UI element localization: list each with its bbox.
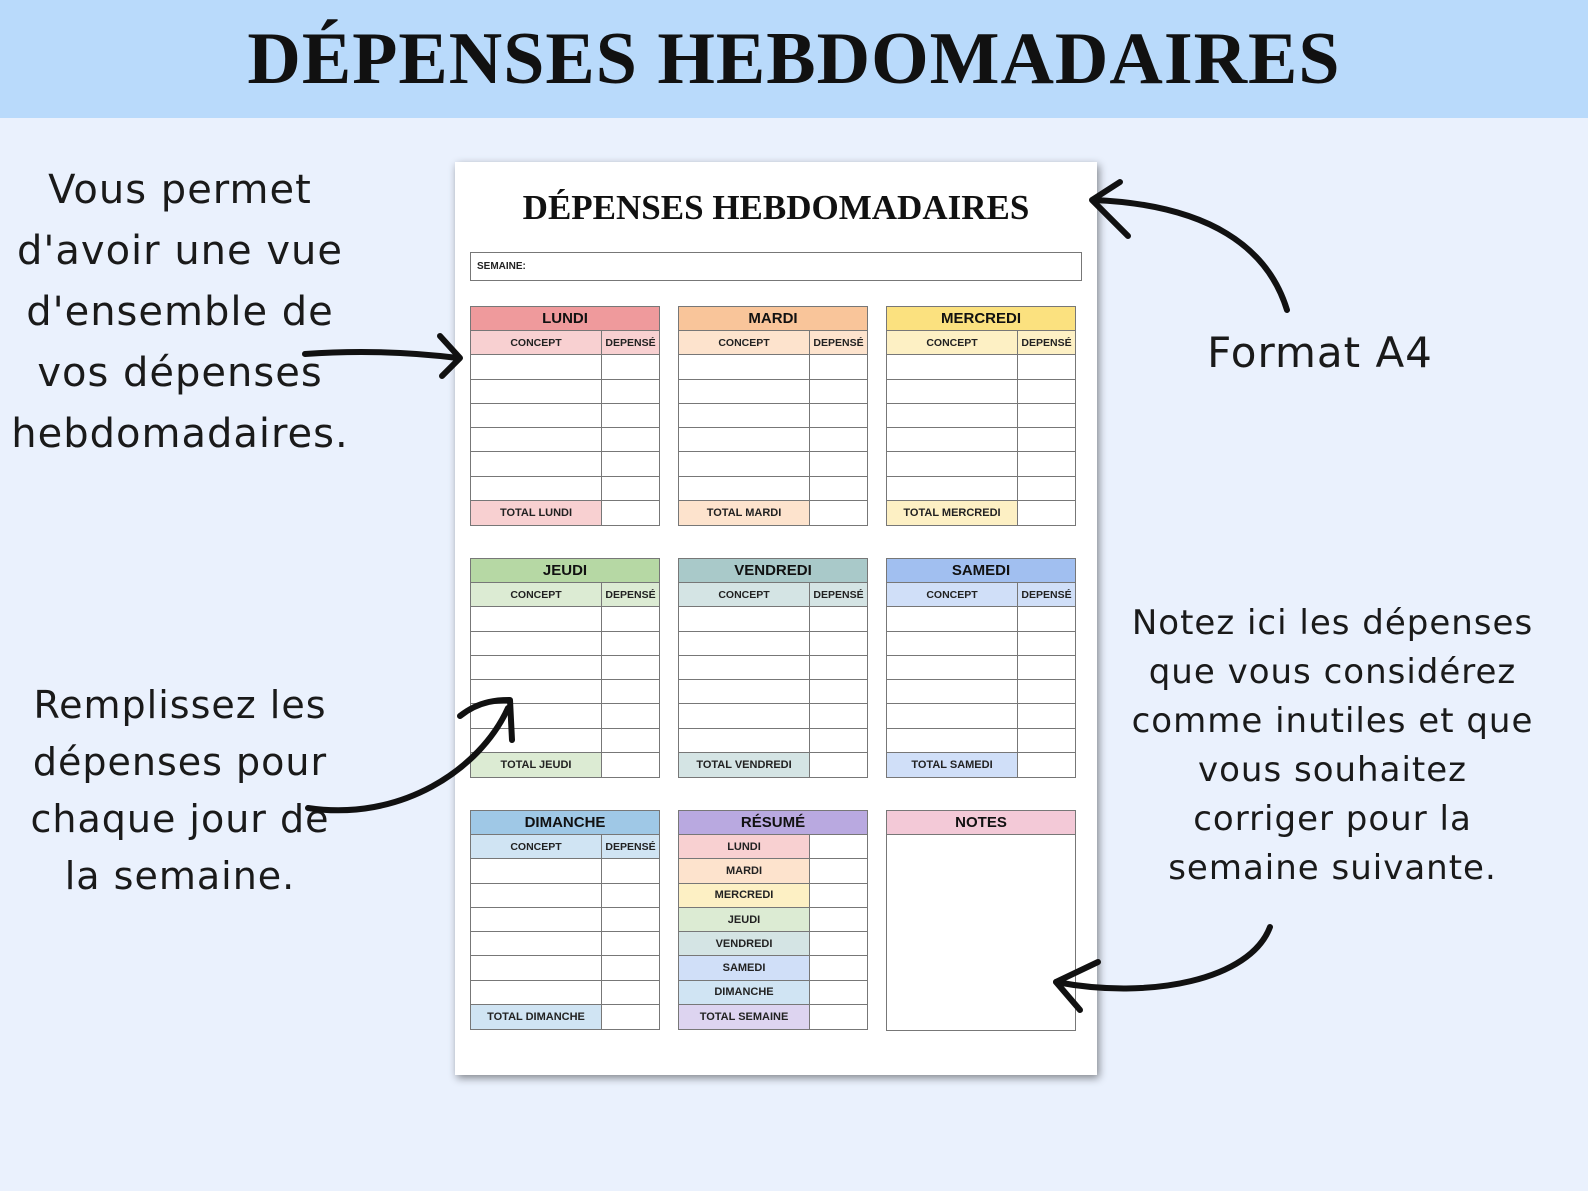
summary-row — [679, 1005, 867, 1029]
annotation-notes: Notez ici les dépenses que vous considérez comme inutiles et que vous souhaitez corriger pour la semaine suivante. — [1131, 603, 1534, 888]
concept-cell — [679, 355, 810, 378]
entry-row[interactable] — [471, 477, 659, 501]
spent-header: DEPENSÉ — [1018, 583, 1075, 606]
concept-cell — [471, 680, 602, 703]
concept-cell — [887, 355, 1018, 378]
annotation-fill-daily: Remplissez les dépenses pour chaque jour de la semaine. — [30, 683, 330, 898]
day-header: MARDI — [679, 307, 867, 331]
concept-cell — [471, 908, 602, 931]
day-block-3 — [470, 558, 660, 778]
spent-cell — [1018, 452, 1075, 475]
spent-cell — [1018, 477, 1075, 500]
day-header: VENDREDI — [679, 559, 867, 583]
entry-row[interactable] — [679, 477, 867, 501]
spent-cell — [810, 428, 867, 451]
entry-row[interactable] — [471, 729, 659, 753]
concept-cell — [887, 380, 1018, 403]
entry-row[interactable] — [887, 607, 1075, 631]
day-block-6 — [470, 810, 660, 1030]
notes-area[interactable] — [887, 835, 1075, 1030]
entry-row[interactable] — [471, 981, 659, 1005]
column-header-row — [679, 331, 867, 355]
concept-cell — [679, 729, 810, 752]
entry-row[interactable] — [471, 884, 659, 908]
entry-row[interactable] — [679, 428, 867, 452]
spent-cell — [810, 632, 867, 655]
spent-cell — [602, 956, 659, 979]
concept-cell — [887, 404, 1018, 427]
spent-cell — [602, 656, 659, 679]
entry-row[interactable] — [887, 729, 1075, 753]
spent-cell — [602, 355, 659, 378]
concept-cell — [471, 477, 602, 500]
entry-row[interactable] — [471, 932, 659, 956]
day-block-1 — [678, 306, 868, 526]
spent-cell — [1018, 729, 1075, 752]
concept-cell — [887, 704, 1018, 727]
concept-header: CONCEPT — [887, 583, 1018, 606]
spent-cell — [1018, 607, 1075, 630]
concept-cell — [679, 404, 810, 427]
entry-row[interactable] — [887, 355, 1075, 379]
concept-cell — [471, 607, 602, 630]
concept-cell — [887, 607, 1018, 630]
concept-cell — [679, 656, 810, 679]
concept-cell — [887, 452, 1018, 475]
total-value — [1018, 501, 1075, 525]
entry-row[interactable] — [471, 680, 659, 704]
summary-row — [679, 981, 867, 1005]
concept-cell — [887, 656, 1018, 679]
spent-cell — [810, 404, 867, 427]
total-row — [471, 1005, 659, 1029]
day-block-0 — [470, 306, 660, 526]
spent-cell — [1018, 680, 1075, 703]
concept-cell — [471, 956, 602, 979]
day-header: MERCREDI — [887, 307, 1075, 331]
spent-cell — [810, 380, 867, 403]
day-block-4 — [678, 558, 868, 778]
spent-cell — [602, 452, 659, 475]
summary-label: SAMEDI — [679, 956, 810, 979]
total-value — [1018, 753, 1075, 777]
entry-row[interactable] — [679, 452, 867, 476]
spent-header: DEPENSÉ — [602, 583, 659, 606]
spent-cell — [602, 380, 659, 403]
summary-value — [810, 859, 867, 882]
summary-label: VENDREDI — [679, 932, 810, 955]
planner-sheet — [455, 162, 1097, 1075]
concept-cell — [471, 981, 602, 1004]
total-value — [810, 753, 867, 777]
total-row — [887, 501, 1075, 525]
concept-cell — [679, 452, 810, 475]
concept-cell — [471, 632, 602, 655]
summary-value — [810, 908, 867, 931]
spent-cell — [810, 680, 867, 703]
column-header-row — [471, 331, 659, 355]
total-row — [679, 501, 867, 525]
spent-cell — [810, 477, 867, 500]
spent-cell — [602, 704, 659, 727]
entry-row[interactable] — [887, 380, 1075, 404]
spent-cell — [810, 607, 867, 630]
total-label: TOTAL DIMANCHE — [471, 1005, 602, 1029]
entry-row[interactable] — [471, 908, 659, 932]
entry-row[interactable] — [679, 404, 867, 428]
entry-row[interactable] — [679, 680, 867, 704]
spent-cell — [1018, 632, 1075, 655]
entry-row[interactable] — [679, 729, 867, 753]
concept-cell — [471, 859, 602, 882]
concept-cell — [471, 428, 602, 451]
spent-cell — [1018, 704, 1075, 727]
total-row — [679, 753, 867, 777]
arrow-to-title-icon — [1092, 182, 1287, 310]
summary-value — [810, 981, 867, 1004]
spent-cell — [810, 355, 867, 378]
concept-header: CONCEPT — [471, 583, 602, 606]
day-header: DIMANCHE — [471, 811, 659, 835]
summary-label: MARDI — [679, 859, 810, 882]
sheet-title: DÉPENSES HEBDOMADAIRES — [522, 188, 1030, 227]
entry-row[interactable] — [471, 656, 659, 680]
entry-row[interactable] — [471, 607, 659, 631]
total-label: TOTAL LUNDI — [471, 501, 602, 525]
summary-value — [810, 835, 867, 858]
spent-cell — [1018, 355, 1075, 378]
spent-cell — [602, 428, 659, 451]
total-label: TOTAL MERCREDI — [887, 501, 1018, 525]
summary-label: DIMANCHE — [679, 981, 810, 1004]
entry-row[interactable] — [471, 452, 659, 476]
entry-row[interactable] — [887, 452, 1075, 476]
concept-cell — [471, 404, 602, 427]
concept-cell — [679, 607, 810, 630]
concept-cell — [471, 884, 602, 907]
spent-cell — [602, 859, 659, 882]
entry-row[interactable] — [471, 355, 659, 379]
spent-cell — [1018, 656, 1075, 679]
concept-cell — [471, 656, 602, 679]
concept-header: CONCEPT — [679, 583, 810, 606]
total-row — [471, 501, 659, 525]
spent-cell — [602, 680, 659, 703]
concept-header: CONCEPT — [471, 331, 602, 354]
concept-header: CONCEPT — [887, 331, 1018, 354]
total-label: TOTAL SAMEDI — [887, 753, 1018, 777]
concept-cell — [887, 428, 1018, 451]
spent-cell — [810, 704, 867, 727]
spent-cell — [1018, 428, 1075, 451]
spent-cell — [810, 452, 867, 475]
entry-row[interactable] — [471, 380, 659, 404]
spent-cell — [602, 607, 659, 630]
column-header-row — [887, 331, 1075, 355]
concept-cell — [679, 428, 810, 451]
concept-cell — [471, 704, 602, 727]
summary-value — [810, 884, 867, 907]
banner — [0, 0, 1588, 118]
total-label: TOTAL VENDREDI — [679, 753, 810, 777]
summary-row — [679, 956, 867, 980]
concept-cell — [471, 932, 602, 955]
annotation-overview: Vous permet d'avoir une vue d'ensemble de vos dépenses hebdomadaires. — [11, 167, 349, 457]
concept-header: CONCEPT — [679, 331, 810, 354]
day-header: SAMEDI — [887, 559, 1075, 583]
entry-row[interactable] — [679, 380, 867, 404]
entry-row[interactable] — [887, 680, 1075, 704]
total-label: TOTAL MARDI — [679, 501, 810, 525]
spent-cell — [602, 632, 659, 655]
entry-row[interactable] — [471, 704, 659, 728]
entry-row[interactable] — [471, 632, 659, 656]
notes-header: NOTES — [887, 811, 1075, 835]
total-row — [471, 753, 659, 777]
summary-label: JEUDI — [679, 908, 810, 931]
entry-row[interactable] — [887, 704, 1075, 728]
summary-row — [679, 835, 867, 859]
entry-row[interactable] — [679, 704, 867, 728]
spent-cell — [810, 729, 867, 752]
summary-label: MERCREDI — [679, 884, 810, 907]
entry-row[interactable] — [887, 404, 1075, 428]
total-value — [602, 1005, 659, 1029]
concept-cell — [679, 477, 810, 500]
entry-row[interactable] — [471, 404, 659, 428]
entry-row[interactable] — [887, 632, 1075, 656]
summary-row — [679, 932, 867, 956]
banner-title: DÉPENSES HEBDOMADAIRES — [247, 17, 1341, 100]
day-block-5 — [886, 558, 1076, 778]
week-label: SEMAINE: — [477, 261, 526, 272]
spent-header: DEPENSÉ — [810, 331, 867, 354]
concept-cell — [679, 632, 810, 655]
day-block-2 — [886, 306, 1076, 526]
spent-cell — [1018, 380, 1075, 403]
entry-row[interactable] — [679, 607, 867, 631]
total-label: TOTAL JEUDI — [471, 753, 602, 777]
concept-cell — [471, 355, 602, 378]
concept-cell — [471, 729, 602, 752]
day-header: LUNDI — [471, 307, 659, 331]
spent-cell — [602, 729, 659, 752]
concept-cell — [887, 632, 1018, 655]
spent-cell — [602, 404, 659, 427]
entry-row[interactable] — [471, 859, 659, 883]
spent-cell — [1018, 404, 1075, 427]
concept-cell — [887, 680, 1018, 703]
concept-cell — [679, 380, 810, 403]
summary-header: RÉSUMÉ — [679, 811, 867, 835]
column-header-row — [887, 583, 1075, 607]
summary-value — [810, 932, 867, 955]
summary-row — [679, 908, 867, 932]
entry-row[interactable] — [679, 355, 867, 379]
spent-cell — [602, 932, 659, 955]
summary-row — [679, 859, 867, 883]
annotation-format: Format A4 — [1207, 328, 1433, 377]
concept-cell — [471, 380, 602, 403]
concept-cell — [887, 729, 1018, 752]
spent-header: DEPENSÉ — [810, 583, 867, 606]
column-header-row — [679, 583, 867, 607]
entry-row[interactable] — [887, 428, 1075, 452]
notes-block — [886, 810, 1076, 1031]
entry-row[interactable] — [887, 656, 1075, 680]
spent-cell — [602, 981, 659, 1004]
column-header-row — [471, 835, 659, 859]
spent-header: DEPENSÉ — [602, 331, 659, 354]
concept-cell — [679, 680, 810, 703]
total-value — [810, 501, 867, 525]
spent-cell — [602, 477, 659, 500]
entry-row[interactable] — [471, 956, 659, 980]
summary-value — [810, 956, 867, 979]
day-header: JEUDI — [471, 559, 659, 583]
summary-label: TOTAL SEMAINE — [679, 1005, 810, 1029]
week-field[interactable] — [470, 252, 1082, 281]
total-value — [602, 753, 659, 777]
entry-row[interactable] — [887, 477, 1075, 501]
column-header-row — [471, 583, 659, 607]
concept-cell — [887, 477, 1018, 500]
entry-row[interactable] — [471, 428, 659, 452]
spent-cell — [602, 884, 659, 907]
entry-row[interactable] — [679, 656, 867, 680]
spent-cell — [602, 908, 659, 931]
total-row — [887, 753, 1075, 777]
concept-cell — [679, 704, 810, 727]
spent-cell — [810, 656, 867, 679]
summary-label: LUNDI — [679, 835, 810, 858]
total-value — [602, 501, 659, 525]
concept-header: CONCEPT — [471, 835, 602, 858]
summary-value — [810, 1005, 867, 1029]
entry-row[interactable] — [679, 632, 867, 656]
summary-block — [678, 810, 868, 1030]
spent-header: DEPENSÉ — [602, 835, 659, 858]
summary-row — [679, 884, 867, 908]
spent-header: DEPENSÉ — [1018, 331, 1075, 354]
concept-cell — [471, 452, 602, 475]
